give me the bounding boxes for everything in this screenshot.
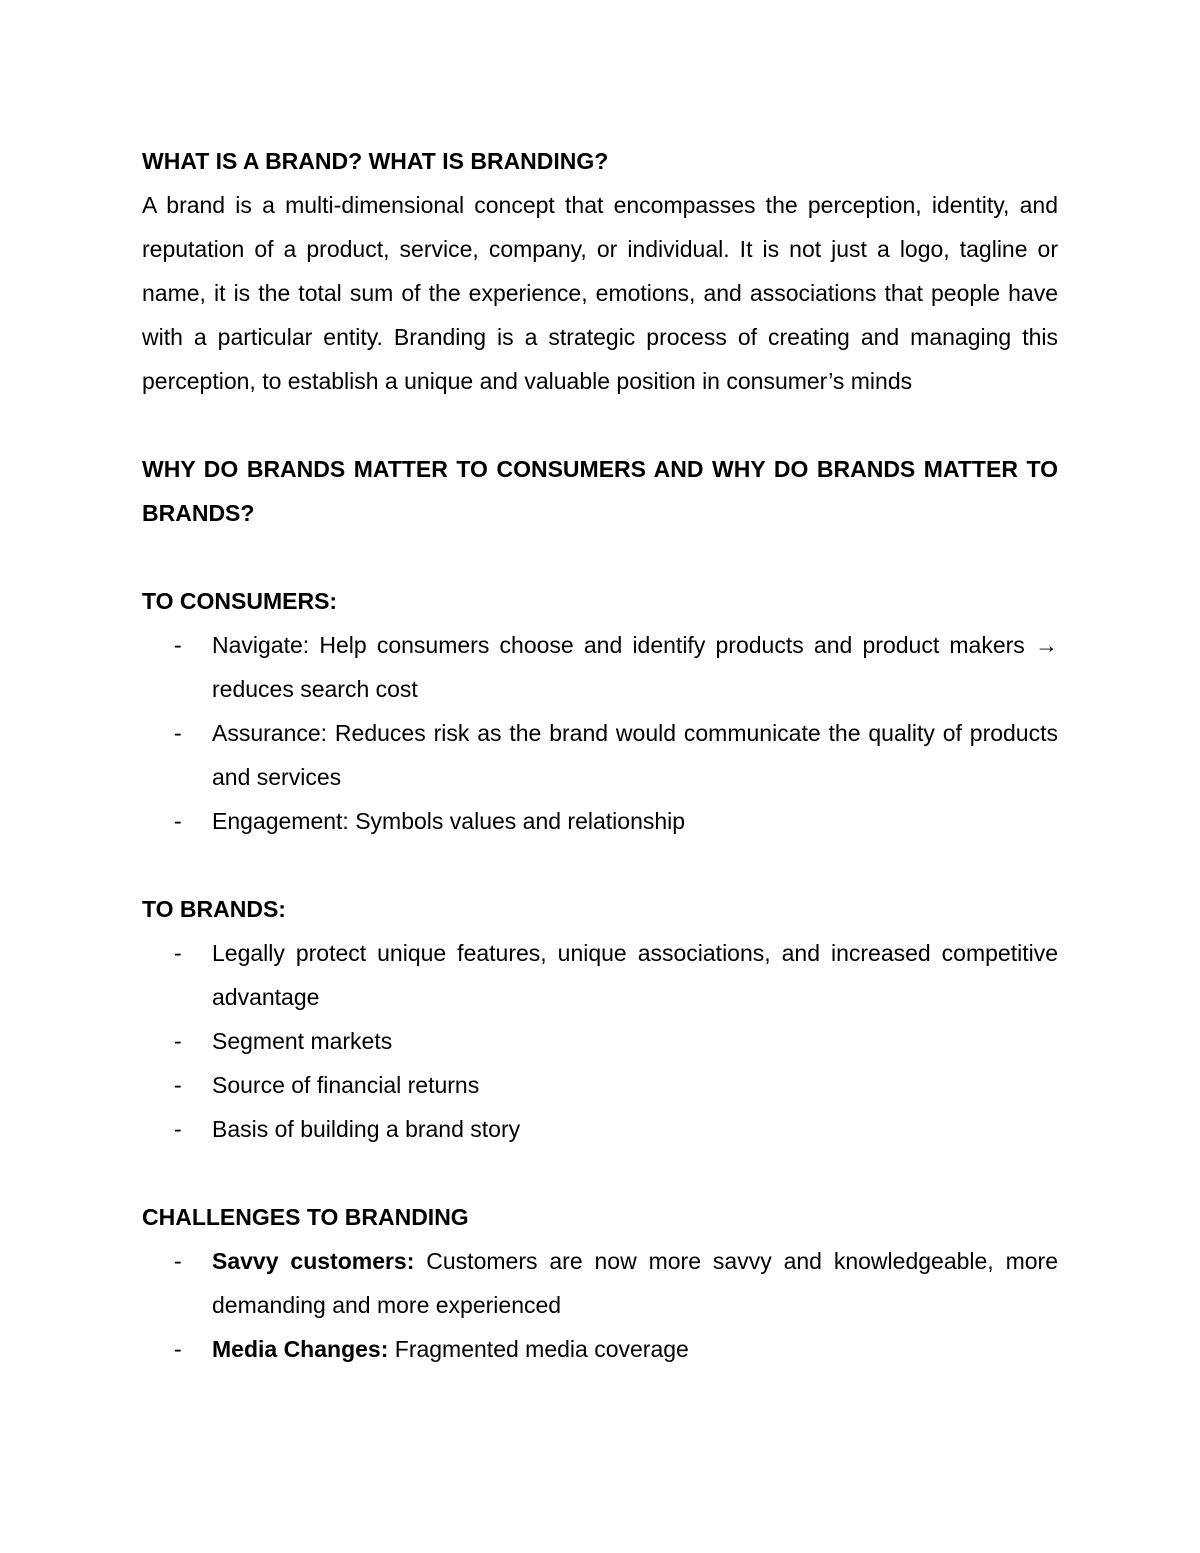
- list-item: [142, 711, 1058, 799]
- list-item: [142, 1239, 1058, 1327]
- list-item: [142, 799, 1058, 843]
- brands-list: [142, 931, 1058, 1151]
- dash-bullet: -: [174, 720, 182, 746]
- list-item-lead: Media Changes:: [212, 1336, 389, 1362]
- section-heading-why-brands-matter: WHY DO BRANDS MATTER TO CONSUMERS AND WHY DO BRANDS MATTER TO BRANDS?: [142, 456, 1058, 526]
- dash-bullet: -: [174, 1336, 182, 1362]
- section-heading-what-is-brand: WHAT IS A BRAND? WHAT IS BRANDING?: [142, 148, 609, 174]
- list-item-text: Customers are now more savvy and knowledgeable, more demanding and more experienced: [212, 1248, 1058, 1318]
- list-item: [142, 1327, 1058, 1371]
- document-content: [142, 139, 1058, 1371]
- dash-bullet: -: [174, 940, 182, 966]
- dash-bullet: -: [174, 1028, 182, 1054]
- list-item: [142, 1019, 1058, 1063]
- spacer: [142, 1151, 1058, 1195]
- list-item-text: Basis of building a brand story: [212, 1116, 521, 1142]
- list-item-text: Assurance: Reduces risk as the brand would communicate the quality of products and services: [212, 720, 1058, 790]
- list-item: [142, 931, 1058, 1019]
- dash-bullet: -: [174, 1116, 182, 1142]
- spacer: [142, 403, 1058, 447]
- list-item: [142, 1107, 1058, 1151]
- list-item-text: Engagement: Symbols values and relationship: [212, 808, 686, 834]
- list-item: [142, 1063, 1058, 1107]
- list-item-text: Segment markets: [212, 1028, 393, 1054]
- list-item-text: Source of financial returns: [212, 1072, 480, 1098]
- list-item: [142, 623, 1058, 711]
- subheading-to-brands: TO BRANDS:: [142, 896, 286, 922]
- list-item-lead: Savvy customers:: [212, 1248, 415, 1274]
- list-item-text: Fragmented media coverage: [388, 1336, 689, 1362]
- dash-bullet: -: [174, 1248, 182, 1274]
- spacer: [142, 843, 1058, 887]
- dash-bullet: -: [174, 632, 182, 658]
- dash-bullet: -: [174, 1072, 182, 1098]
- list-item-text: Navigate: Help consumers choose and identify products and product makers → reduces search cost: [212, 632, 1058, 702]
- dash-bullet: -: [174, 808, 182, 834]
- brand-definition-paragraph: A brand is a multi-dimensional concept that encompasses the perception, identity, and reputation of a product, service, company, or individual. It is not just a logo, tagline or name, it is the total sum of the experience, emotions, and associations that people have with a particular entity. Branding is a strategic process of creating and managing this perception, to establish a unique and valuable position in consumer’s minds: [142, 192, 1058, 394]
- challenges-list: [142, 1239, 1058, 1371]
- section-heading-challenges: CHALLENGES TO BRANDING: [142, 1204, 469, 1230]
- list-item-text: Legally protect unique features, unique associations, and increased competitive advantage: [212, 940, 1058, 1010]
- spacer: [142, 535, 1058, 579]
- subheading-to-consumers: TO CONSUMERS:: [142, 588, 338, 614]
- consumers-list: [142, 623, 1058, 843]
